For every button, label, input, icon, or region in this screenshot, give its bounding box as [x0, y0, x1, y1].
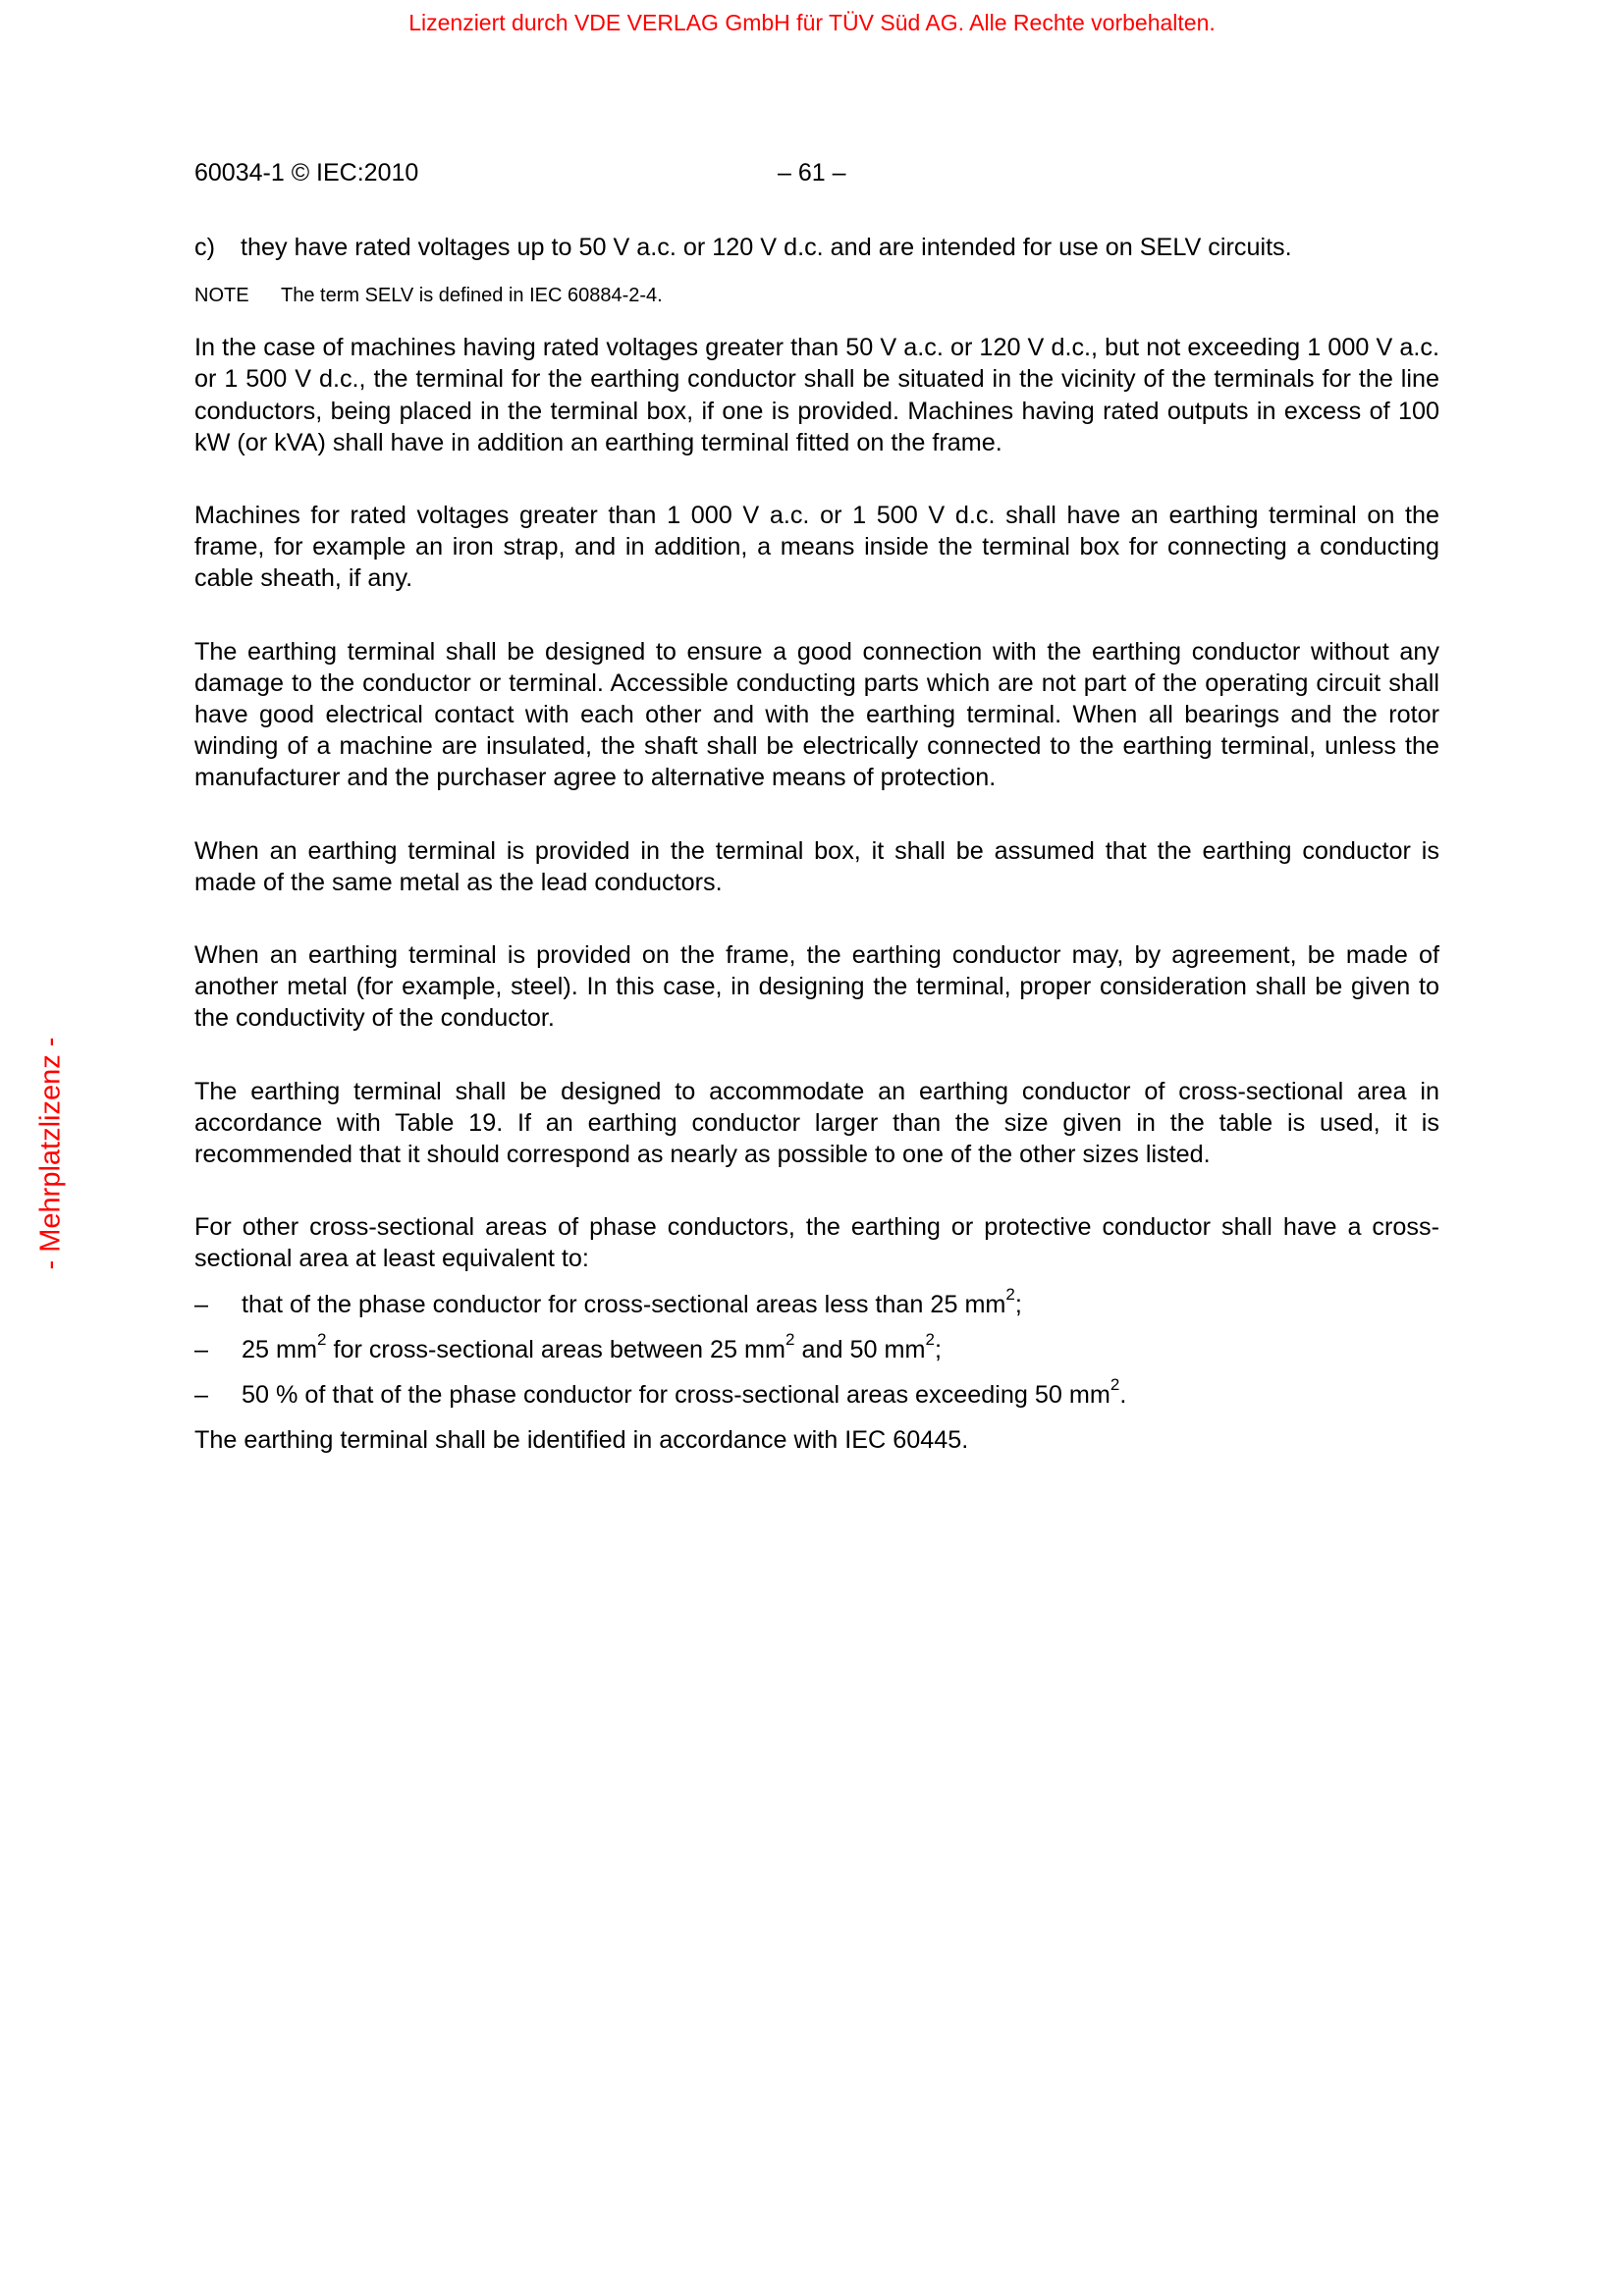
list-item-text: 50 % of that of the phase conductor for cross-sectional areas exceeding 50 $mm^2$. — [242, 1375, 1127, 1409]
page-number: – 61 – — [778, 159, 846, 187]
dash-bullet: – — [194, 1380, 209, 1409]
item-label: c) — [194, 234, 215, 261]
note-label: NOTE — [194, 285, 249, 307]
paragraph-frame-terminal: When an earthing terminal is provided on the frame, the earthing conductor may, by agreement, be made of another metal (for example, steel). In this case, in designing the terminal, proper consideration shall be given to the conductivity of the conductor. — [194, 941, 1439, 1033]
note-text: The term SELV is defined in IEC 60884-2-4. — [281, 285, 663, 307]
page-header — [194, 159, 1439, 192]
paragraph-other-areas: For other cross-sectional areas of phase conductors, the earthing or protective conductor shall have a cross-sectional area at least equivalent to: — [194, 1213, 1439, 1273]
side-license-label: - Mehrplatzlizenz - — [34, 1037, 67, 1270]
list-item-c — [194, 232, 1439, 263]
paragraph-terminal-box: When an earthing terminal is provided in the terminal box, it shall be assumed that the earthing conductor is made of the same metal as the lead conductors. — [194, 836, 1439, 896]
dash-bullet: – — [194, 1290, 209, 1318]
license-banner: Lizenziert durch VDE VERLAG GmbH für TÜV Süd AG. Alle Rechte vorbehalten. — [408, 10, 1216, 35]
paragraph-terminal-design: The earthing terminal shall be designed to ensure a good connection with the earthing conductor without any damage to the conductor or terminal. Accessible conducting parts which are not part of the operating circuit shall have good electrical contact with each other and with the earthing terminal. When all bearings and the rotor winding of a machine are insulated, the shaft shall be electrically connected to the earthing terminal, unless the manufacturer and the purchaser agree to alternative means of protection. — [194, 637, 1439, 792]
dash-bullet: – — [194, 1335, 209, 1363]
item-text: they have rated voltages up to 50 V a.c. or 120 V d.c. and are intended for use on SELV circuits. — [241, 234, 1292, 261]
page-body — [194, 232, 1439, 1456]
list-item — [194, 1375, 1439, 1411]
note — [194, 283, 1439, 308]
paragraph-earthing-high-voltage: Machines for rated voltages greater than 1 000 V a.c. or 1 500 V d.c. shall have an earthing terminal on the frame, for example an iron strap, and in addition, a means inside the terminal box for connecting a conducting cable sheath, if any. — [194, 502, 1439, 593]
paragraph-identification: The earthing terminal shall be identified in accordance with IEC 60445. — [194, 1425, 969, 1454]
list-item — [194, 1285, 1439, 1320]
paragraph-earthing-low-voltage: In the case of machines having rated voltages greater than 50 V a.c. or 120 V d.c., but not exceeding 1 000 V a.c. or 1 500 V d.c., the terminal for the earthing conductor shall be situated in the vicinity of the terminals for the line conductors, being placed in the terminal box, if one is provided. Machines having rated outputs in excess of 100 kW (or kVA) shall have in addition an earthing terminal fitted on the frame. — [194, 334, 1439, 456]
cross-section-list — [194, 1285, 1439, 1411]
list-item — [194, 1330, 1439, 1365]
list-item-text: 25 $mm^2$ for cross-sectional areas between 25 $mm^2$ and 50 $mm^2$; — [242, 1330, 942, 1363]
list-item-text: that of the phase conductor for cross-sectional areas less than 25 $mm^2$; — [242, 1285, 1022, 1318]
paragraph-cross-section: The earthing terminal shall be designed to accommodate an earthing conductor of cross-sectional area in accordance with Table 19. If an earthing conductor larger than the size given in the table is used, it is recommended that it should correspond as nearly as possible to one of the other sizes listed. — [194, 1077, 1439, 1169]
document-id: 60034-1 © IEC:2010 — [194, 159, 419, 187]
